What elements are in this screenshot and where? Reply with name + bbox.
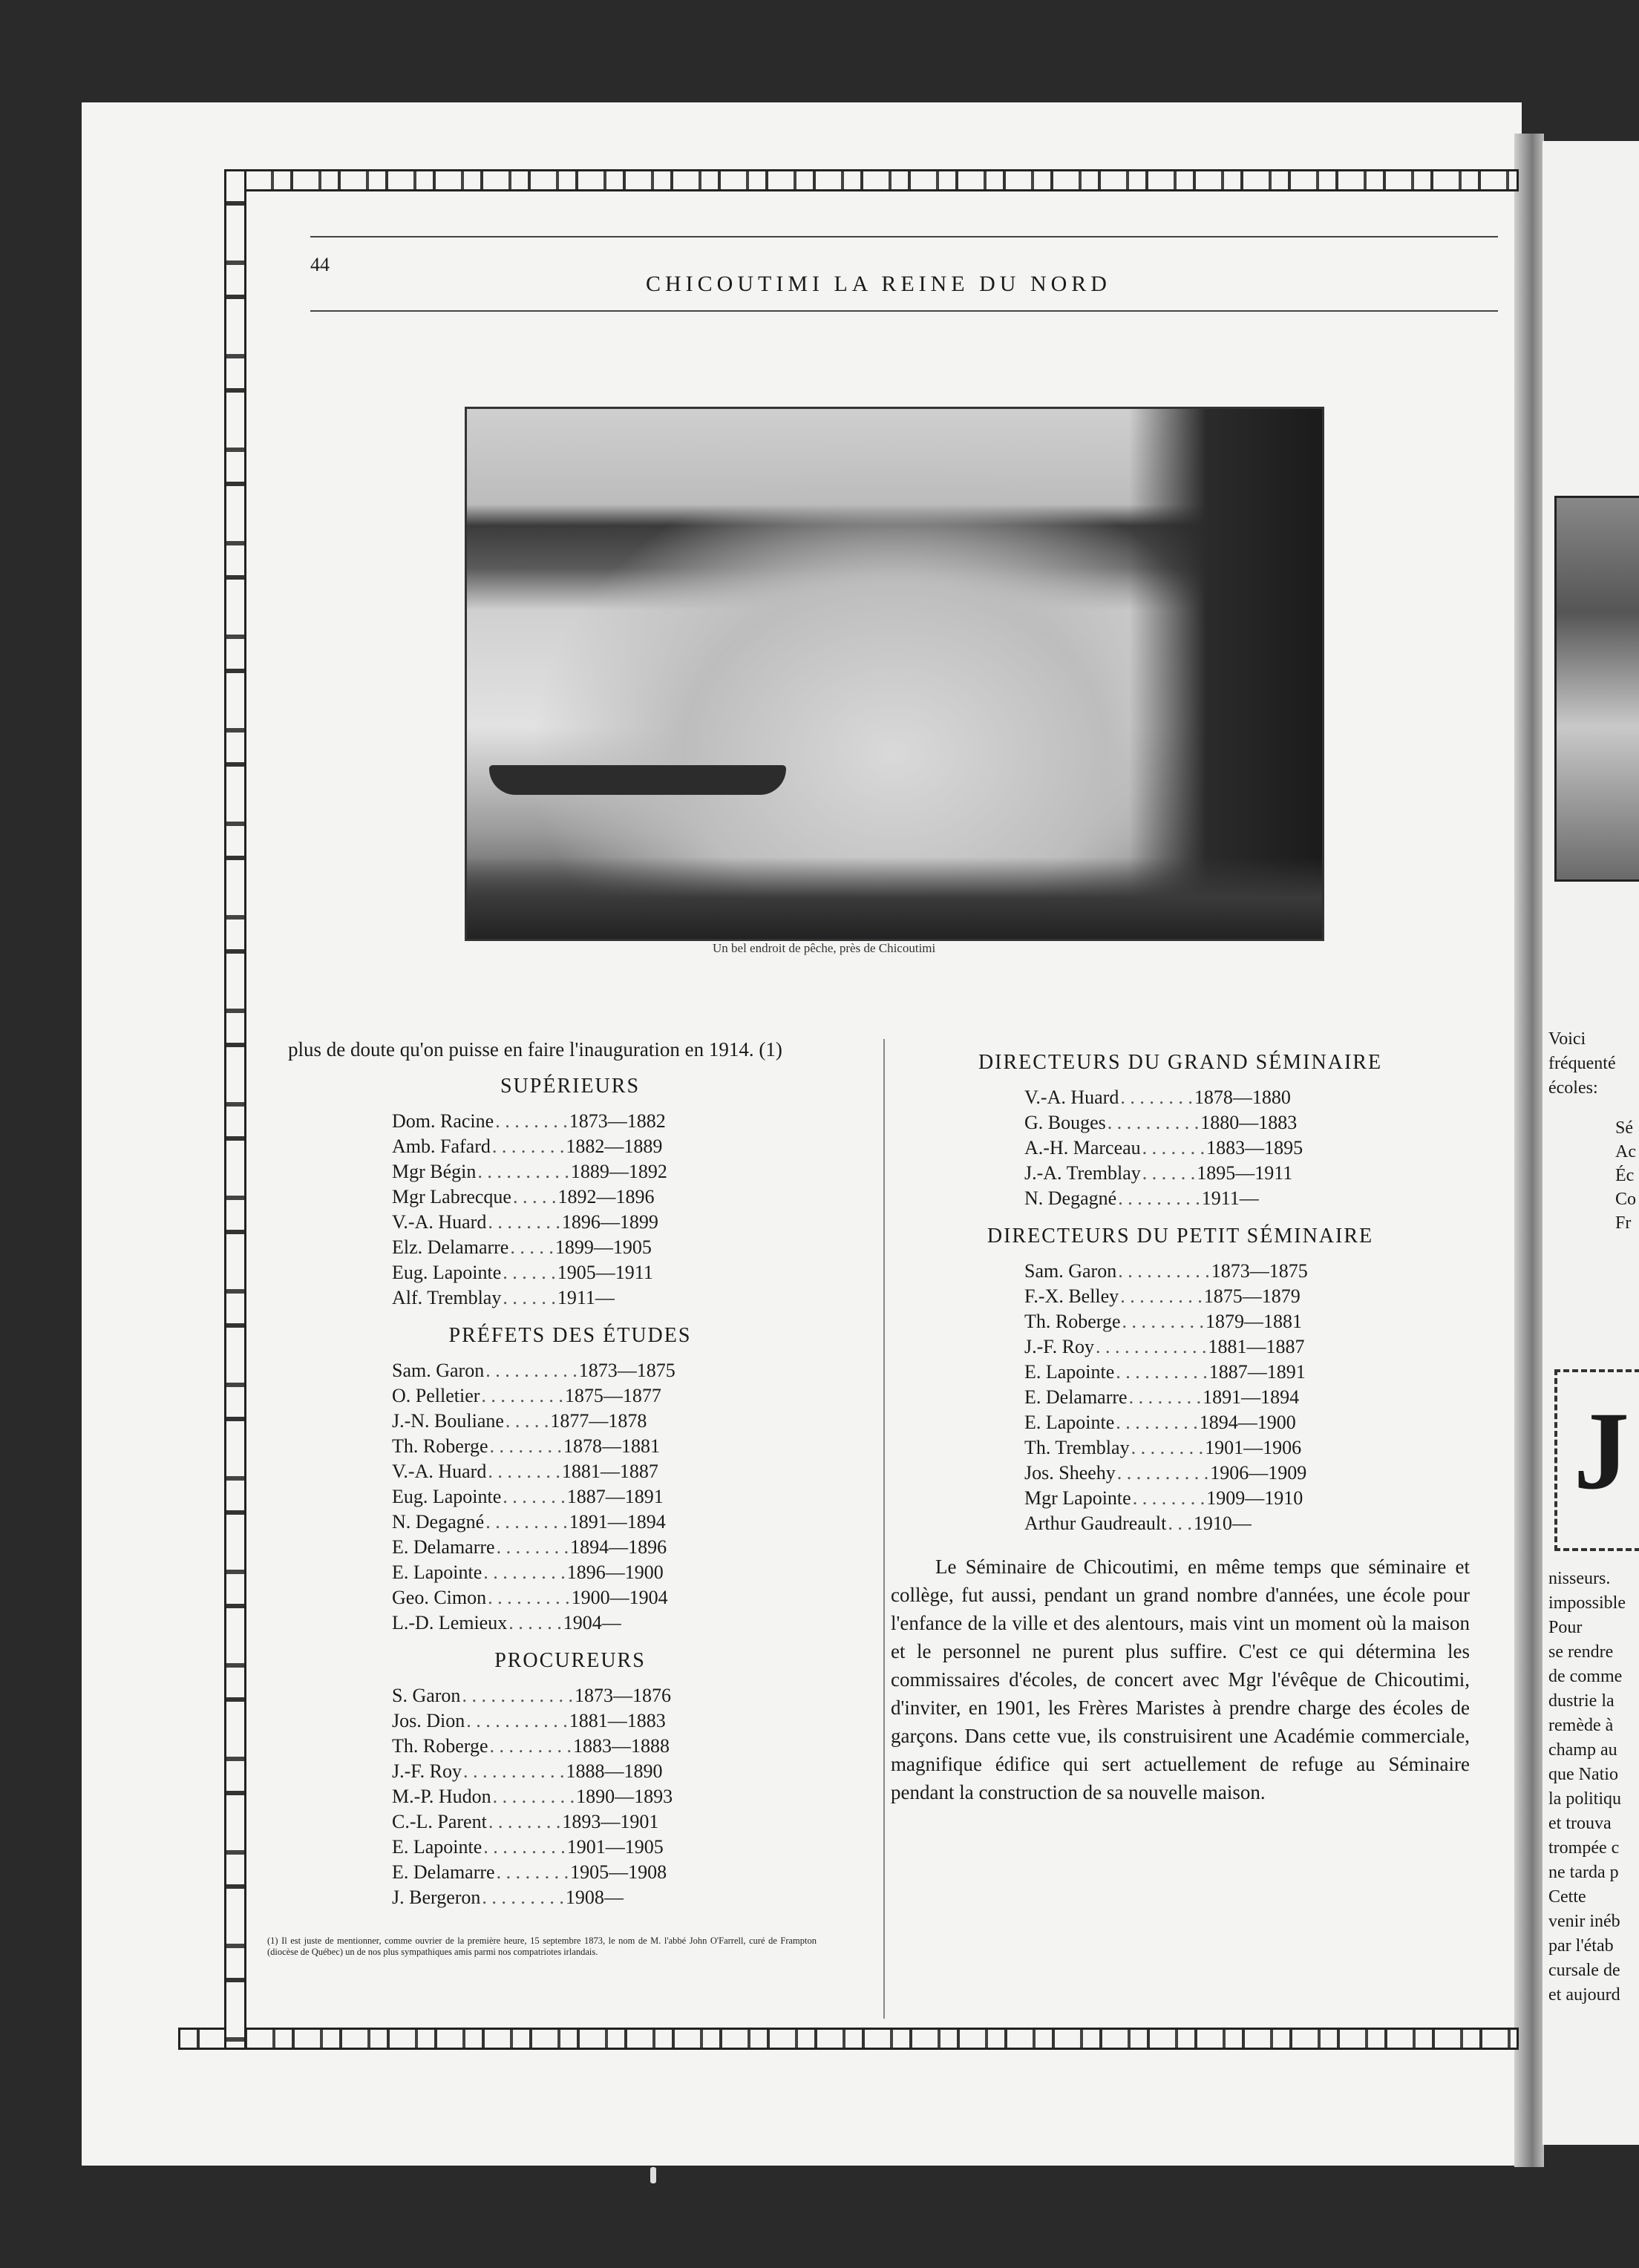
roster-dates: 1909—1910 [1206,1487,1303,1509]
facing-text-fragment: par l'étab [1548,1936,1614,1956]
roster-dates: 1904— [563,1612,621,1633]
facing-text-fragment: Sé [1615,1118,1633,1138]
facing-text-fragment: écoles: [1548,1078,1598,1098]
roster-row [392,1358,852,1383]
roster-row [392,1784,852,1809]
roster-dates: 1892—1896 [557,1186,655,1207]
roster-dates: 1887—1891 [1208,1361,1306,1383]
roster-row [1024,1486,1470,1511]
leader-dots: . . . . . . . . [495,1110,568,1132]
leader-dots: . . . . . . . . [491,1135,565,1157]
roster-name: Geo. Cimon [392,1587,487,1608]
roster-dates: 1896—1900 [566,1561,664,1583]
roster-dates: 1894—1896 [570,1536,667,1558]
roster-dates: 1875—1877 [564,1385,661,1406]
roster-dates: 1881—1887 [561,1461,658,1482]
roster-row [392,1235,852,1260]
roster-name: Mgr Lapointe [1024,1487,1131,1509]
roster-name: Sam. Garon [1024,1260,1117,1282]
roster-name: Alf. Tremblay [392,1287,502,1308]
leader-dots: . . . . . . . . . [485,1511,568,1533]
roster-dates: 1879—1881 [1205,1311,1302,1332]
roster-row [392,1184,852,1210]
roster-name: V.-A. Huard [1024,1087,1119,1108]
roster-row [1024,1435,1470,1461]
leader-dots: . . . . . . . . . [481,1385,563,1406]
photo-caption: Un bel endroit de pêche, près de Chicoutimi [713,941,936,955]
roster-dates: 1873—1875 [1211,1260,1308,1282]
roster-name: A.-H. Marceau [1024,1137,1141,1158]
roster-dates: 1891—1894 [569,1511,666,1533]
leader-dots: . . . . . . [1142,1162,1196,1184]
roster-dates: 1896—1899 [561,1211,658,1233]
border-bottom-ornament [178,2028,1519,2050]
facing-text-fragment: et aujourd [1548,1985,1620,2005]
roster-name: Amb. Fafard [392,1135,491,1157]
roster-dates: 1901—1906 [1205,1437,1302,1458]
facing-text-fragment: nisseurs. [1548,1569,1611,1588]
facing-text-fragment: la politiqu [1548,1789,1621,1809]
roster-list [1024,1259,1470,1536]
fishing-photo [465,407,1324,941]
leader-dots: . . . . . . . . [496,1861,569,1883]
roster-dates: 1889—1892 [570,1161,667,1182]
roster-name: E. Lapointe [1024,1361,1115,1383]
leader-dots: . . . . . . [503,1287,556,1308]
roster-name: E. Lapointe [392,1836,482,1858]
photo-shore [467,857,1322,939]
facing-page-photo [1554,496,1639,882]
roster-row [392,1683,852,1708]
roster-row [392,1535,852,1560]
left-sections [288,1075,852,1910]
roster-name: J.-A. Tremblay [1024,1162,1141,1184]
leader-dots: . . . . . . . . [488,1461,560,1482]
roster-dates: 1910— [1193,1512,1252,1534]
roster-name: J.-F. Roy [392,1760,462,1782]
leader-dots: . . . . . . . . . [483,1836,566,1858]
leader-dots: . . . . . . [503,1262,556,1283]
leader-dots: . . . . . . . . [496,1536,569,1558]
roster-row [392,1585,852,1610]
footnote: (1) Il est juste de mentionner, comme ouvrier de la première heure, 15 septembre 1873, le nom de M. l'abbé John O'Farrell, curé de Frampton (diocèse de Québec) un de nos plus sympathiques amis parmi nos compatriotes irlandais. [267,1936,817,1957]
leader-dots: . . . . . . . . . . [485,1360,578,1381]
roster-name: F.-X. Belley [1024,1285,1119,1307]
facing-text-fragment: ne tarda p [1548,1863,1619,1882]
facing-text-fragment: Voici [1548,1029,1586,1049]
leader-dots: . . . . . . . . . [482,1887,564,1908]
roster-list [1024,1085,1470,1211]
leader-dots: . . . . . . . . . [1116,1412,1198,1433]
roster-row [392,1809,852,1835]
section-title: PRÉFETS DES ÉTUDES [448,1324,692,1347]
leader-dots: . . . . . . . . . [488,1587,570,1608]
roster-name: N. Degagné [392,1511,485,1533]
roster-row [392,1759,852,1784]
facing-text-fragment: remède à [1548,1716,1614,1735]
leader-dots: . . . . . . . . . [489,1735,572,1757]
facing-text-fragment: dustrie la [1548,1691,1615,1711]
page-number: 44 [310,254,330,275]
roster-name: Dom. Racine [392,1110,494,1132]
leader-dots: . . . . . . . [503,1486,566,1507]
roster-dates: 1880—1883 [1200,1112,1298,1133]
running-title: CHICOUTIMI LA REINE DU NORD [646,272,1111,296]
roster-row [392,1860,852,1885]
facing-text-fragment: et trouva [1548,1814,1612,1833]
roster-row [1024,1110,1470,1135]
roster-name: E. Delamarre [1024,1386,1128,1408]
section-title: SUPÉRIEURS [500,1075,641,1098]
roster-dates: 1905—1908 [570,1861,667,1883]
roster-dates: 1881—1887 [1208,1336,1305,1357]
roster-dates: 1883—1888 [573,1735,670,1757]
section-title: DIRECTEURS DU PETIT SÉMINAIRE [987,1225,1374,1248]
roster-name: S. Garon [392,1685,461,1706]
leader-dots: . . . . . [505,1410,549,1432]
roster-dates: 1888—1890 [566,1760,663,1782]
leader-dots: . . . . . . . . . . [1118,1260,1210,1282]
facing-text-fragment: fréquenté [1548,1054,1616,1073]
roster-dates: 1887—1891 [566,1486,664,1507]
roster-dates: 1877—1878 [550,1410,647,1432]
roster-name: E. Delamarre [392,1861,495,1883]
roster-name: Th. Roberge [392,1435,488,1457]
facing-text-fragment: venir inéb [1548,1912,1620,1931]
roster-name: Mgr Labrecque [392,1186,511,1207]
roster-name: E. Lapointe [1024,1412,1115,1433]
header-rule-bottom [310,310,1498,312]
roster-row [1024,1309,1470,1334]
roster-dates: 1873—1876 [574,1685,671,1706]
roster-name: M.-P. Hudon [392,1786,491,1807]
leader-dots: . . . . . . . . . [1122,1311,1204,1332]
roster-dates: 1895—1911 [1197,1162,1293,1184]
roster-name: G. Bouges [1024,1112,1106,1133]
roster-name: Eug. Lapointe [392,1486,502,1507]
roster-row [392,1708,852,1734]
photo-boat [489,765,786,795]
roster-dates: 1882—1889 [566,1135,663,1157]
leader-dots: . . . . . . . . . [492,1786,575,1807]
roster-dates: 1873—1882 [569,1110,666,1132]
intro-text: plus de doute qu'on puisse en faire l'inauguration en 1914. (1) [288,1038,782,1061]
roster-row [392,1285,852,1311]
facing-text-fragment: Co [1615,1190,1637,1209]
facing-text-fragment: Fr [1615,1213,1632,1233]
section-title: DIRECTEURS DU GRAND SÉMINAIRE [978,1051,1383,1074]
roster-row [392,1484,852,1510]
facing-text-fragment: Cette [1548,1887,1586,1907]
roster-dates: 1883—1895 [1206,1137,1303,1158]
facing-text-fragment: de comme [1548,1667,1623,1686]
leader-dots: . . . . . . . . . . . . [462,1685,573,1706]
leader-dots: . . . . . . . . . . . . [1096,1336,1207,1357]
roster-dates: 1875—1879 [1203,1285,1301,1307]
seminary-paragraph: Le Séminaire de Chicoutimi, en même temps que séminaire et collège, fut aussi, pendant un grand nombre d'années, une école pour l'enfance de la ville et des alentours, mais vint un moment où la maison et le personnel ne purent plus suffire. C'est ce qui détermina les commissaires d'écoles, de concert avec Mgr l'évêque de Chicoutimi, d'inviter, en 1901, les Frères Maristes à prendre charge des écoles de garçons. Dans cette vue, ils construisirent une Académie commerciale, magnifique édifice qui sert actuellement de refuge au Séminaire pendant la construction de sa nouvelle maison. [891,1556,1470,1803]
leader-dots: . . . . . [510,1236,554,1258]
leader-dots: . . . . . . . . . . [477,1161,569,1182]
roster-name: Sam. Garon [392,1360,485,1381]
leader-dots: . . . . . [512,1186,557,1207]
roster-row [392,1383,852,1409]
leader-dots: . . . . . . . . . . . [466,1710,568,1731]
leader-dots: . . . . . . . . . . [1116,1361,1208,1383]
right-sections [891,1051,1470,1536]
leader-dots: . . . . . . . . . . . [463,1760,565,1782]
roster-row [1024,1511,1470,1536]
roster-name: E. Delamarre [392,1536,495,1558]
roster-dates: 1878—1880 [1194,1087,1291,1108]
roster-name: E. Lapointe [392,1561,482,1583]
leader-dots: . . . . . . . [1142,1137,1205,1158]
roster-row [392,1134,852,1159]
roster-row [392,1260,852,1285]
leader-dots: . . . [1168,1512,1192,1534]
facing-text-fragment: impossible [1548,1593,1626,1613]
roster-row [392,1210,852,1235]
roster-row [392,1159,852,1184]
leader-dots: . . . . . . . . [489,1435,562,1457]
border-top-ornament [224,169,1519,191]
roster-row [392,1560,852,1585]
roster-name: Elz. Delamarre [392,1236,509,1258]
roster-row [1024,1410,1470,1435]
roster-dates: 1901—1905 [566,1836,664,1858]
roster-row [392,1885,852,1910]
roster-name: Th. Tremblay [1024,1437,1130,1458]
facing-text-fragment: trompée c [1548,1838,1620,1858]
roster-row [392,1510,852,1535]
roster-row [1024,1259,1470,1284]
column-divider [883,1039,885,2019]
roster-dates: 1908— [565,1887,624,1908]
roster-name: Mgr Bégin [392,1161,477,1182]
roster-dates: 1891—1894 [1203,1386,1300,1408]
roster-name: J.-F. Roy [1024,1336,1094,1357]
roster-row [392,1835,852,1860]
roster-dates: 1900—1904 [571,1587,668,1608]
roster-name: Arthur Gaudreault [1024,1512,1167,1534]
leader-dots: . . . . . . . . [1120,1087,1193,1108]
roster-row [392,1610,852,1636]
facing-text-fragment: champ au [1548,1740,1617,1760]
roster-dates: 1911— [1201,1187,1259,1209]
leader-dots: . . . . . . . . . [1120,1285,1203,1307]
roster-dates: 1890—1893 [576,1786,673,1807]
roster-dates: 1881—1883 [569,1710,666,1731]
leader-dots: . . . . . . . . [1131,1437,1204,1458]
roster-name: O. Pelletier [392,1385,480,1406]
leader-dots: . . . . . . . . [1132,1487,1205,1509]
leader-dots: . . . . . . . . . [1118,1187,1200,1209]
roster-dates: 1911— [557,1287,615,1308]
roster-row [1024,1161,1470,1186]
roster-dates: 1893—1901 [562,1811,659,1832]
roster-row [1024,1385,1470,1410]
roster-name: J. Bergeron [392,1887,481,1908]
roster-name: Eug. Lapointe [392,1262,502,1283]
leader-dots: . . . . . . . . . . [1116,1462,1209,1484]
roster-row [392,1434,852,1459]
right-column [891,1038,1470,1806]
border-left-ornament [224,169,246,2050]
roster-list [392,1358,852,1636]
roster-row [392,1409,852,1434]
roster-dates: 1905—1911 [557,1262,653,1283]
roster-name: L.-D. Lemieux [392,1612,508,1633]
leader-dots: . . . . . . . . [488,1211,560,1233]
facing-text-fragment: que Natio [1548,1765,1618,1784]
leader-dots: . . . . . . [508,1612,562,1633]
leader-dots: . . . . . . . . . . [1107,1112,1200,1133]
facing-text-fragment: se rendre [1548,1642,1614,1662]
roster-dates: 1878—1881 [563,1435,660,1457]
roster-name: Th. Roberge [1024,1311,1121,1332]
roster-row [1024,1085,1470,1110]
left-column [288,1038,852,1910]
dropcap-letter: J [1574,1389,1629,1512]
roster-row [1024,1334,1470,1360]
roster-row [1024,1461,1470,1486]
roster-name: Jos. Dion [392,1710,465,1731]
roster-name: Th. Roberge [392,1735,488,1757]
facing-text-fragment: Pour [1548,1618,1583,1637]
facing-text-fragment: cursale de [1548,1961,1620,1980]
scan-speck [650,2167,656,2183]
leader-dots: . . . . . . . . . [483,1561,566,1583]
leader-dots: . . . . . . . . [1128,1386,1202,1408]
book-gutter [1514,134,1544,2167]
roster-dates: 1899—1905 [554,1236,652,1258]
leader-dots: . . . . . . . . [488,1811,561,1832]
roster-row [1024,1186,1470,1211]
roster-dates: 1873—1875 [578,1360,675,1381]
roster-row [392,1459,852,1484]
header-rule-top [310,236,1498,237]
roster-name: J.-N. Bouliane [392,1410,504,1432]
roster-name: Jos. Sheehy [1024,1462,1116,1484]
roster-row [1024,1360,1470,1385]
roster-name: V.-A. Huard [392,1211,487,1233]
roster-name: V.-A. Huard [392,1461,487,1482]
roster-row [392,1109,852,1134]
facing-text-fragment: Ac [1615,1142,1636,1161]
roster-name: C.-L. Parent [392,1811,487,1832]
roster-row [1024,1284,1470,1309]
roster-row [1024,1135,1470,1161]
facing-text-fragment: Éc [1615,1166,1635,1185]
roster-list [392,1683,852,1910]
roster-row [392,1734,852,1759]
section-title: PROCUREURS [494,1649,646,1672]
roster-dates: 1894—1900 [1199,1412,1296,1433]
roster-list [392,1109,852,1311]
roster-name: N. Degagné [1024,1187,1117,1209]
roster-dates: 1906—1909 [1210,1462,1307,1484]
